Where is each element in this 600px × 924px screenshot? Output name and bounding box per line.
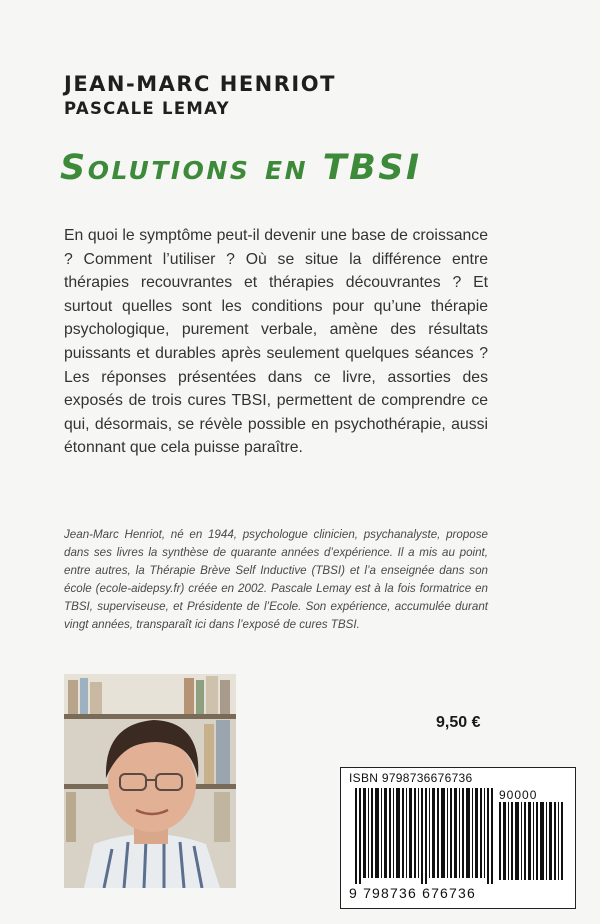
barcode-addon-icon <box>499 802 563 880</box>
isbn-barcode <box>340 767 576 909</box>
author-name-primary: JEAN-MARC HENRIOT <box>64 72 336 96</box>
book-title: Solutions en TBSI <box>60 148 422 188</box>
price-label: 9,50 € <box>436 714 481 731</box>
author-name-secondary: PASCALE LEMAY <box>64 99 230 118</box>
isbn-label: ISBN 9798736676736 <box>349 771 473 785</box>
ean-digits: 9 798736 676736 <box>349 885 476 901</box>
author-portrait-icon <box>64 674 236 888</box>
book-blurb: En quoi le symptôme peut-il devenir une base de croissance ? Comment l’utiliser ? Où se situe la différence entre thérapies recouvrantes et thérapies découvrantes ? Et surtout quelles sont les conditions pour qu’une thérapie psychologique, purement verbale, amène des résultats puissants et durables après seulement quelques séances ? Les réponses présentées dans ce livre, assorties des exposés de trois cures TBSI, permettent de comprendre ce qui, désormais, se révèle possible en psychothérapie, aussi étonnant que cela puisse paraître. <box>64 227 488 457</box>
author-bio: Jean-Marc Henriot, né en 1944, psychologue clinicien, psychanalyste, propose dans ses livres la synthèse de quarante années d’expérience. Il a mis au point, entre autres, la Thérapie Brève Self Inductive (TBSI) et l’a enseignée dans son école (ecole-aidepsy.fr) créée en 2002. Pascale Lemay est à la fois formatrice en TBSI, superviseuse, et Présidente de l’Ecole. Son expérience, accumulée durant vingt années, transparaît ici dans l’exposé de cures TBSI. <box>64 528 488 631</box>
barcode-addon-digits: 90000 <box>499 788 538 802</box>
barcode-icon <box>355 788 493 884</box>
author-photo <box>64 674 236 888</box>
